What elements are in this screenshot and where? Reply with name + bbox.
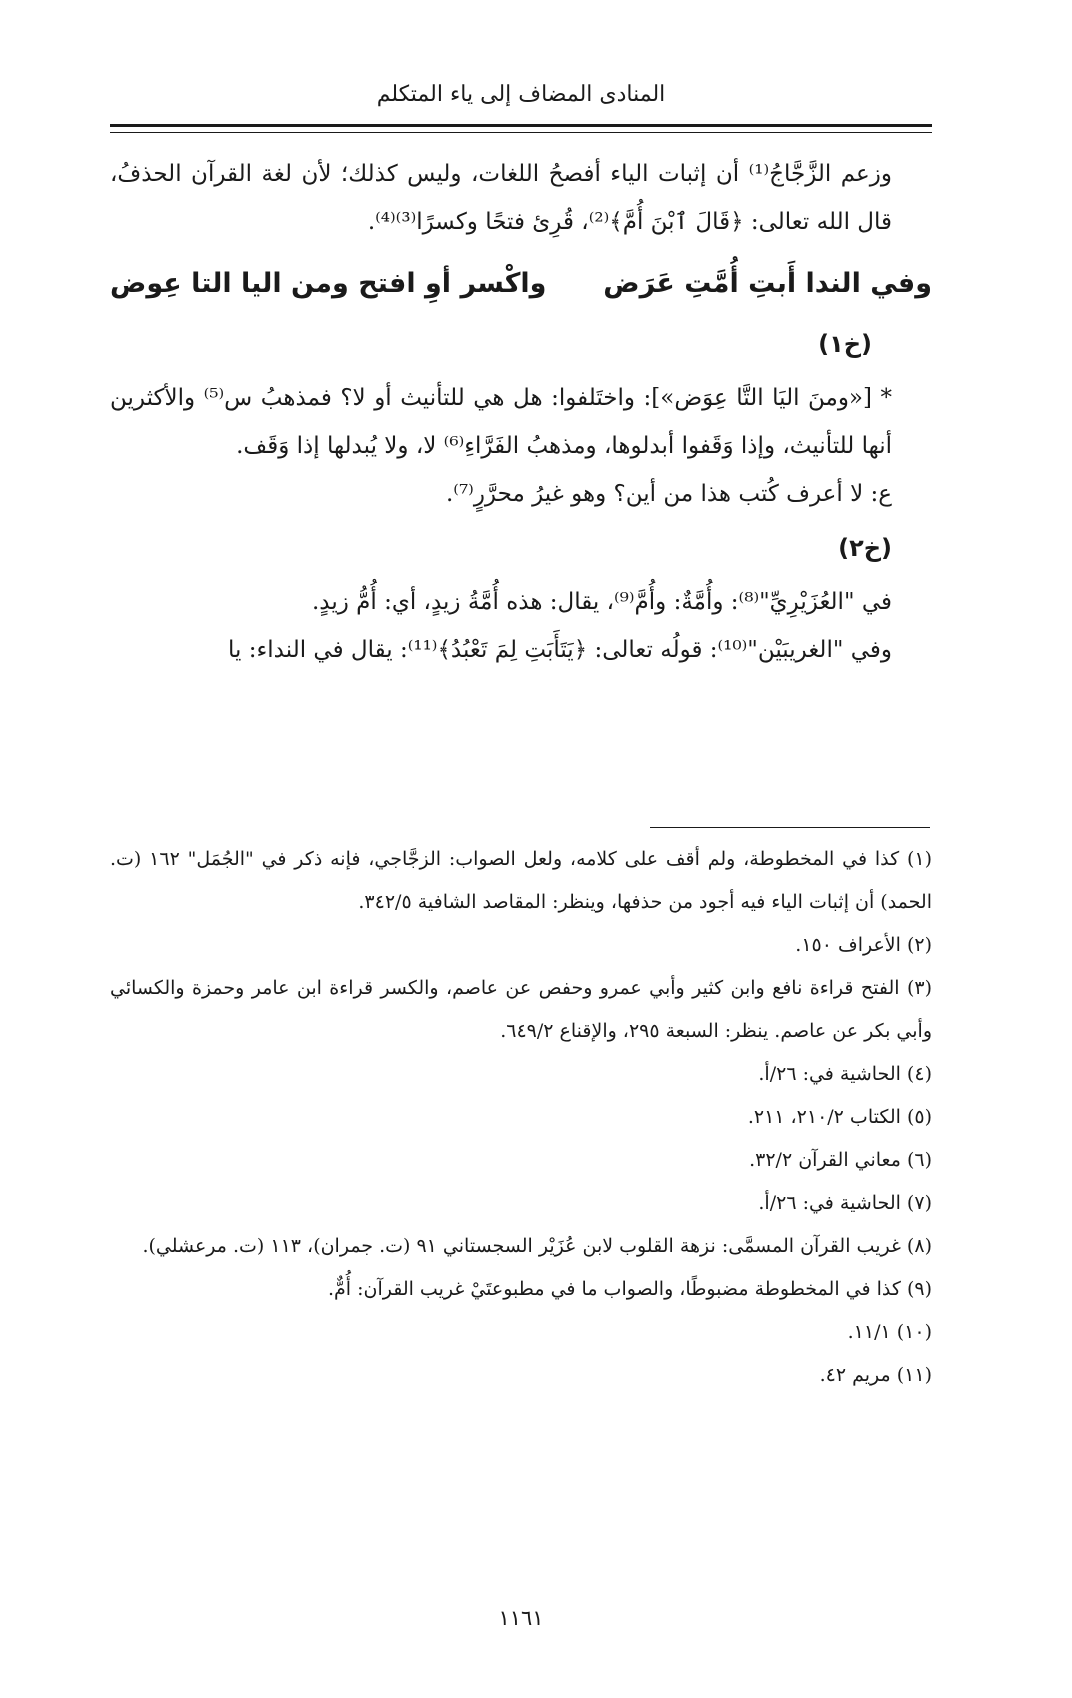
paragraph-ayn-comment: ع: لا أعرف كُتب هذا من أين؟ وهو غيرُ محرَّرٍ⁽⁷⁾.: [445, 481, 892, 507]
footnote-11: (١١) مريم ٤٢.: [819, 1364, 932, 1386]
footnote-6: (٦) معاني القرآن ٣٢/٢.: [749, 1149, 932, 1171]
paragraph-ta-iwad: * [«ومنَ اليَا التَّا عِوَض»]: واختَلفوا: هل هي للتأنيث أو لا؟ فمذهبُ س⁽⁵⁾ والأكثرين أنها للتأنيث، وإذا وَقَفوا أبدلوها، ومذهبُ الفَرَّاءِ⁽⁶⁾ لا، ولا يُبدلها إذا وَقَف.: [110, 385, 892, 459]
paragraph-uzayri: في "العُزَيْرِيِّ"⁽⁸⁾: وأُمَّةٌ: وأُمَّ⁽⁹⁾، يقال: هذه أُمَّةُ زيدٍ، أي: أُمُّ زيدٍ.: [311, 589, 892, 615]
footnote-separator: [650, 827, 930, 828]
footnote-4: (٤) الحاشية في: ٢٦/أ.: [758, 1063, 932, 1085]
footnote-7: (٧) الحاشية في: ٢٦/أ.: [758, 1192, 932, 1214]
footnote-2: (٢) الأعراف ١٥٠.: [795, 934, 932, 956]
verse-second-hemistich: واكْسر أوِ افتح ومن اليا التا عِوض: [110, 268, 547, 299]
paragraph-gharibayn: وفي "الغريبَيْن"⁽¹⁰⁾: قولُه تعالى: ﴿يَتَأَبَتِ لِمَ تَعْبُدُ﴾⁽¹¹⁾: يقال في النداء: يا: [228, 637, 892, 663]
header-rule-thin: [110, 132, 932, 133]
verse-tag-kha1: (خ١): [818, 330, 872, 358]
page-number: ١١٦١: [498, 1606, 544, 1630]
header-rule-thick: [110, 124, 932, 127]
verse-tag-kha2: (خ٢): [838, 534, 892, 562]
footnote-3: (٣) الفتح قراءة نافع وابن كثير وأبي عمرو وحفص عن عاصم، والكسر قراءة ابن عامر وحمزة والكسائي وأبي بكر عن عاصم. ينظر: السبعة ٢٩٥، والإقناع ٦٤٩/٢.: [110, 977, 932, 1042]
footnote-8: (٨) غريب القرآن المسمَّى: نزهة القلوب لابن عُزَيْر السجستاني ٩١ (ت. جمران)، ١١٣ (ت. مرعشلي).: [142, 1235, 932, 1257]
paragraph-zajjaj: وزعم الزَّجَّاجُ⁽¹⁾ أن إثبات الياء أفصحُ اللغات، وليس كذلك؛ لأن لغة القرآن الحذفُ، قال الله تعالى: ﴿قَالَ ٱبْنَ أُمَّ﴾⁽²⁾، قُرِئ فتحًا وكسرًا⁽³⁾⁽⁴⁾.: [110, 161, 892, 235]
footnote-1: (١) كذا في المخطوطة، ولم أقف على كلامه، ولعل الصواب: الزجَّاجي، فإنه ذكر في "الجُمَل" ١٦٢ (ت. الحمد) أن إثبات الياء فيه أجود من حذفها، وينظر: المقاصد الشافية ٣٤٢/٥.: [110, 848, 932, 913]
footnote-10: (١٠) ١١/١.: [847, 1321, 932, 1343]
footnotes-section: [110, 838, 932, 1397]
main-text: [110, 150, 932, 674]
footnote-5: (٥) الكتاب ٢١٠/٢، ٢١١.: [747, 1106, 932, 1128]
running-title: المنادى المضاف إلى ياء المتكلم: [376, 82, 666, 107]
verse-first-hemistich: وفي الندا أَبتِ أُمَّتِ عَرَض: [603, 268, 932, 299]
poem-verse: [110, 254, 932, 314]
footnote-9: (٩) كذا في المخطوطة مضبوطًا، والصواب ما في مطبوعتَيْ غريب القرآن: أُمٌّ.: [327, 1278, 932, 1300]
